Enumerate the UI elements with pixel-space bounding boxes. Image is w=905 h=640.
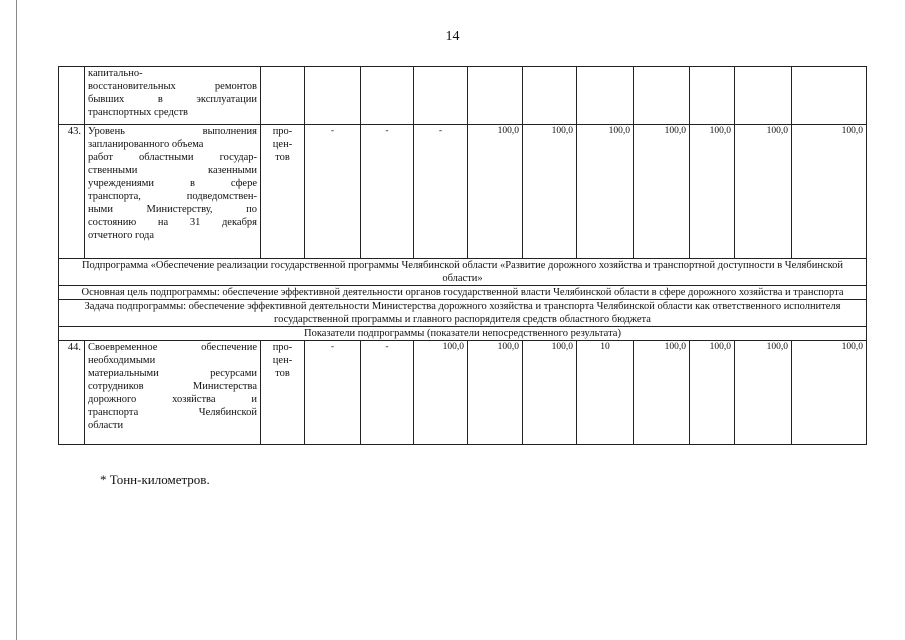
- description-line: транспорта Челябинской: [88, 407, 257, 418]
- value-cell: [690, 67, 735, 125]
- page-edge-rule: [16, 0, 17, 640]
- value-cell: [468, 67, 523, 125]
- value-cell: 100,0: [414, 341, 468, 445]
- table-row-44: [59, 341, 867, 445]
- description-line: области: [88, 420, 124, 431]
- unit-line: тов: [275, 152, 290, 163]
- value-cell: 100,0: [690, 341, 735, 445]
- value-cell: 10: [577, 341, 634, 445]
- description-line: капитально-: [88, 68, 143, 79]
- description-line: транспортных средств: [88, 107, 189, 118]
- subprogram-task: Задача подпрограммы: обеспечение эффективной деятельности Министерства дорожного хозяйства и транспорта Челябинской области как ответственного исполнителя государственной программы и главного распорядителя средств областного бюджета: [59, 300, 867, 327]
- value-cell: -: [414, 125, 468, 259]
- description-line: запланированного объема: [88, 139, 204, 150]
- value-cell: 100,0: [634, 125, 690, 259]
- value-cell: -: [361, 341, 414, 445]
- row-number-cell: [59, 67, 85, 125]
- unit-line: цен-: [272, 139, 293, 150]
- value-cell: [577, 67, 634, 125]
- description-line: бывших в эксплуатации: [88, 94, 257, 105]
- unit-cell: [261, 125, 305, 259]
- table-row-43: [59, 125, 867, 259]
- value-cell: 100,0: [468, 125, 523, 259]
- value-cell: [523, 67, 577, 125]
- value-cell: [414, 67, 468, 125]
- unit-line: про-: [272, 126, 293, 137]
- description-line: необходимыми: [88, 355, 156, 366]
- unit-line: про-: [272, 342, 293, 353]
- indicators-header-row: [59, 327, 867, 341]
- value-cell: 100,0: [468, 341, 523, 445]
- value-cell: 100,0: [634, 341, 690, 445]
- value-cell: [634, 67, 690, 125]
- subprogram-goal: Основная цель подпрограммы: обеспечение эффективной деятельности органов государственной власти Челябинской области в сфере дорожного хозяйства и транспорта: [59, 286, 867, 300]
- value-cell: 100,0: [523, 125, 577, 259]
- value-cell: 100,0: [792, 125, 867, 259]
- row-number: 43.: [59, 125, 85, 259]
- indicators-header: Показатели подпрограммы (показатели непосредственного результата): [59, 327, 867, 341]
- subprogram-title: Подпрограмма «Обеспечение реализации государственной программы Челябинской области «Развитие дорожного хозяйства и транспортной доступности в Челябинской области»: [59, 259, 867, 286]
- task-row: [59, 300, 867, 327]
- value-cell: 100,0: [735, 341, 792, 445]
- value-cell: 100,0: [690, 125, 735, 259]
- value-cell: 100,0: [523, 341, 577, 445]
- description-line: состоянию на 31 декабря: [88, 217, 257, 228]
- row-description: [85, 341, 261, 445]
- unit-line: цен-: [272, 355, 293, 366]
- description-line: учреждениями в сфере: [88, 178, 257, 189]
- row-description: [85, 125, 261, 259]
- value-cell: -: [305, 341, 361, 445]
- description-line: восстановительных ремонтов: [88, 81, 257, 92]
- unit-cell: [261, 341, 305, 445]
- indicators-table: [58, 66, 867, 445]
- value-cell: 100,0: [792, 341, 867, 445]
- unit-line: тов: [275, 368, 290, 379]
- unit-cell: [261, 67, 305, 125]
- value-cell: [792, 67, 867, 125]
- value-cell: -: [305, 125, 361, 259]
- description-line: Своевременное обеспечение: [88, 342, 257, 353]
- value-cell: [735, 67, 792, 125]
- row-number: 44.: [59, 341, 85, 445]
- description-line: транспорта, подведомствен-: [88, 191, 257, 202]
- footnote: * Тонн-километров.: [100, 472, 210, 487]
- description-line: сотрудников Министерства: [88, 381, 257, 392]
- goal-row: [59, 286, 867, 300]
- description-line: отчетного года: [88, 230, 155, 241]
- value-cell: [305, 67, 361, 125]
- description-line: Уровень выполнения: [88, 126, 257, 137]
- description-line: ными Министерству, по: [88, 204, 257, 215]
- table-row-continued: [59, 67, 867, 125]
- description-line: материальными ресурсами: [88, 368, 257, 379]
- description-line: ственными казенными: [88, 165, 257, 176]
- subprogram-row: [59, 259, 867, 286]
- description-line: работ областными государ-: [88, 152, 257, 163]
- value-cell: -: [361, 125, 414, 259]
- row-description: [85, 67, 261, 125]
- value-cell: 100,0: [735, 125, 792, 259]
- value-cell: [361, 67, 414, 125]
- page-number: 14: [445, 29, 460, 44]
- description-line: дорожного хозяйства и: [88, 394, 257, 405]
- value-cell: 100,0: [577, 125, 634, 259]
